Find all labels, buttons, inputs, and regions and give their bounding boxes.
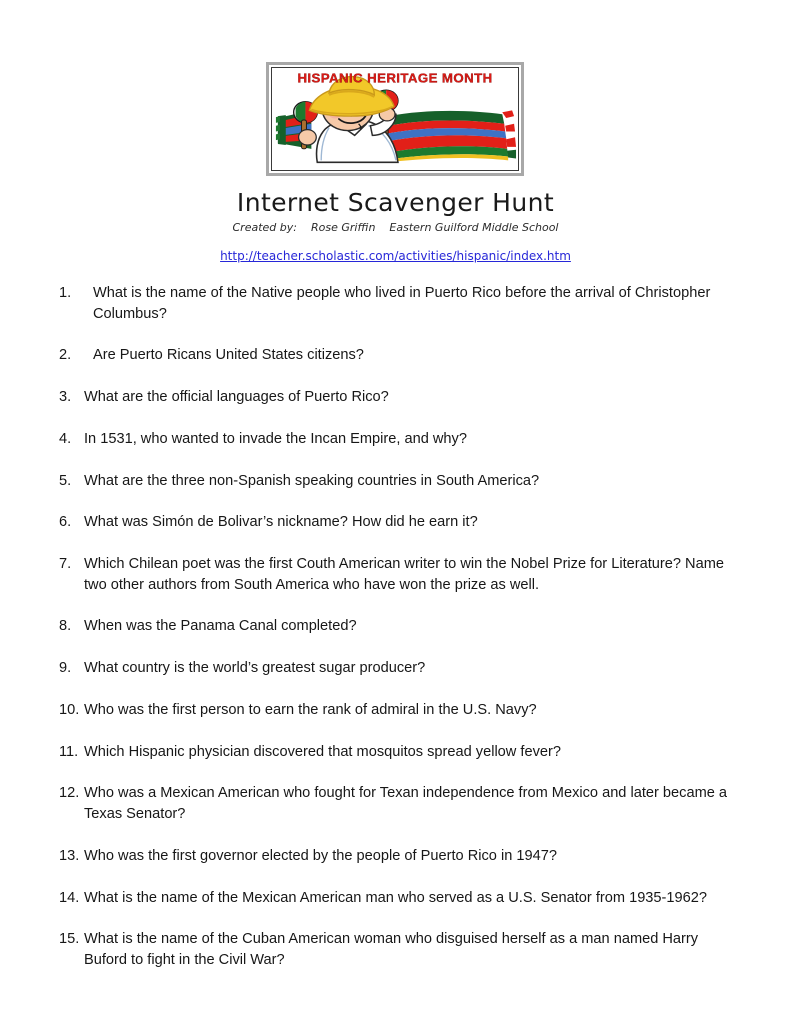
question-text: What was Simón de Bolivar’s nickname? How did he earn it?: [84, 514, 478, 531]
boy-left-hand: [299, 130, 317, 145]
clipart-banner-text: HISPANIC HERITAGE MONTH: [297, 70, 493, 86]
question-text: What country is the world’s greatest sugar producer?: [84, 660, 426, 677]
question-item: [59, 783, 731, 824]
question-item: [59, 387, 731, 408]
question-number: 9.: [59, 660, 72, 677]
question-text: What are the three non-Spanish speaking countries in South America?: [84, 472, 540, 489]
question-text: Who was the first governor elected by the people of Puerto Rico in 1947?: [84, 847, 557, 864]
question-text: What is the name of the Cuban American woman who disguised herself as a man named Harry Buford to fight in the Civil War?: [84, 931, 699, 968]
question-number: 2.: [59, 347, 72, 364]
question-item: [59, 345, 731, 366]
question-number: 7.: [59, 556, 72, 573]
source-url-link[interactable]: http://teacher.scholastic.com/activities/hispanic/index.htm: [220, 249, 571, 263]
hispanic-heritage-month-clipart: [266, 62, 524, 176]
question-item: [59, 700, 731, 721]
question-text: Who was the first person to earn the rank of admiral in the U.S. Navy?: [84, 701, 537, 718]
question-number: 3.: [59, 389, 72, 406]
question-item: [59, 929, 731, 970]
question-item: [59, 742, 731, 763]
question-number: 4.: [59, 430, 72, 447]
question-number: 6.: [59, 514, 72, 531]
question-item: [59, 888, 731, 909]
question-text: What is the name of the Native people who lived in Puerto Rico before the arrival of Christopher Columbus?: [93, 285, 711, 322]
question-item: [59, 616, 731, 637]
question-text: Who was a Mexican American who fought for Texan independence from Mexico and later became a Texas Senator?: [84, 785, 728, 823]
byline-school: Eastern Guilford Middle School: [389, 221, 559, 234]
question-text: In 1531, who wanted to invade the Incan Empire, and why?: [84, 430, 467, 447]
question-text: When was the Panama Canal completed?: [84, 618, 357, 635]
question-item: [59, 658, 731, 679]
question-text: Which Chilean poet was the first Couth American writer to win the Nobel Prize for Literature? Name two other authors from South America who have won the prize as well.: [84, 556, 724, 593]
question-number: 1.: [59, 285, 72, 301]
page-title: Internet Scavenger Hunt: [236, 188, 555, 217]
question-item: [59, 512, 731, 533]
question-item: [59, 471, 731, 492]
question-text: What is the name of the Mexican American man who served as a U.S. Senator from 1935-1962?: [84, 889, 707, 906]
clipart-frame: [271, 67, 519, 171]
question-number: 13.: [59, 847, 80, 864]
question-number: 12.: [59, 785, 80, 802]
clipart-illustration: [272, 68, 518, 170]
document-byline: [0, 221, 791, 234]
question-item: [59, 846, 731, 867]
question-number: 10.: [59, 701, 80, 718]
question-number: 14.: [59, 889, 80, 906]
question-text: Are Puerto Ricans United States citizens?: [93, 347, 364, 364]
question-item: [59, 283, 731, 324]
serape-right: [388, 110, 516, 162]
question-text: What are the official languages of Puerto Rico?: [84, 389, 389, 406]
question-number: 15.: [59, 931, 80, 948]
question-number: 11.: [59, 743, 79, 760]
question-number: 8.: [59, 618, 72, 635]
question-item: [59, 554, 731, 595]
question-list: [59, 283, 731, 992]
byline-label: Created by:: [232, 221, 297, 234]
question-number: 5.: [59, 472, 72, 489]
byline-author: Rose Griffin: [310, 221, 376, 234]
question-text: Which Hispanic physician discovered that mosquitos spread yellow fever?: [84, 743, 561, 760]
question-item: [59, 429, 731, 450]
